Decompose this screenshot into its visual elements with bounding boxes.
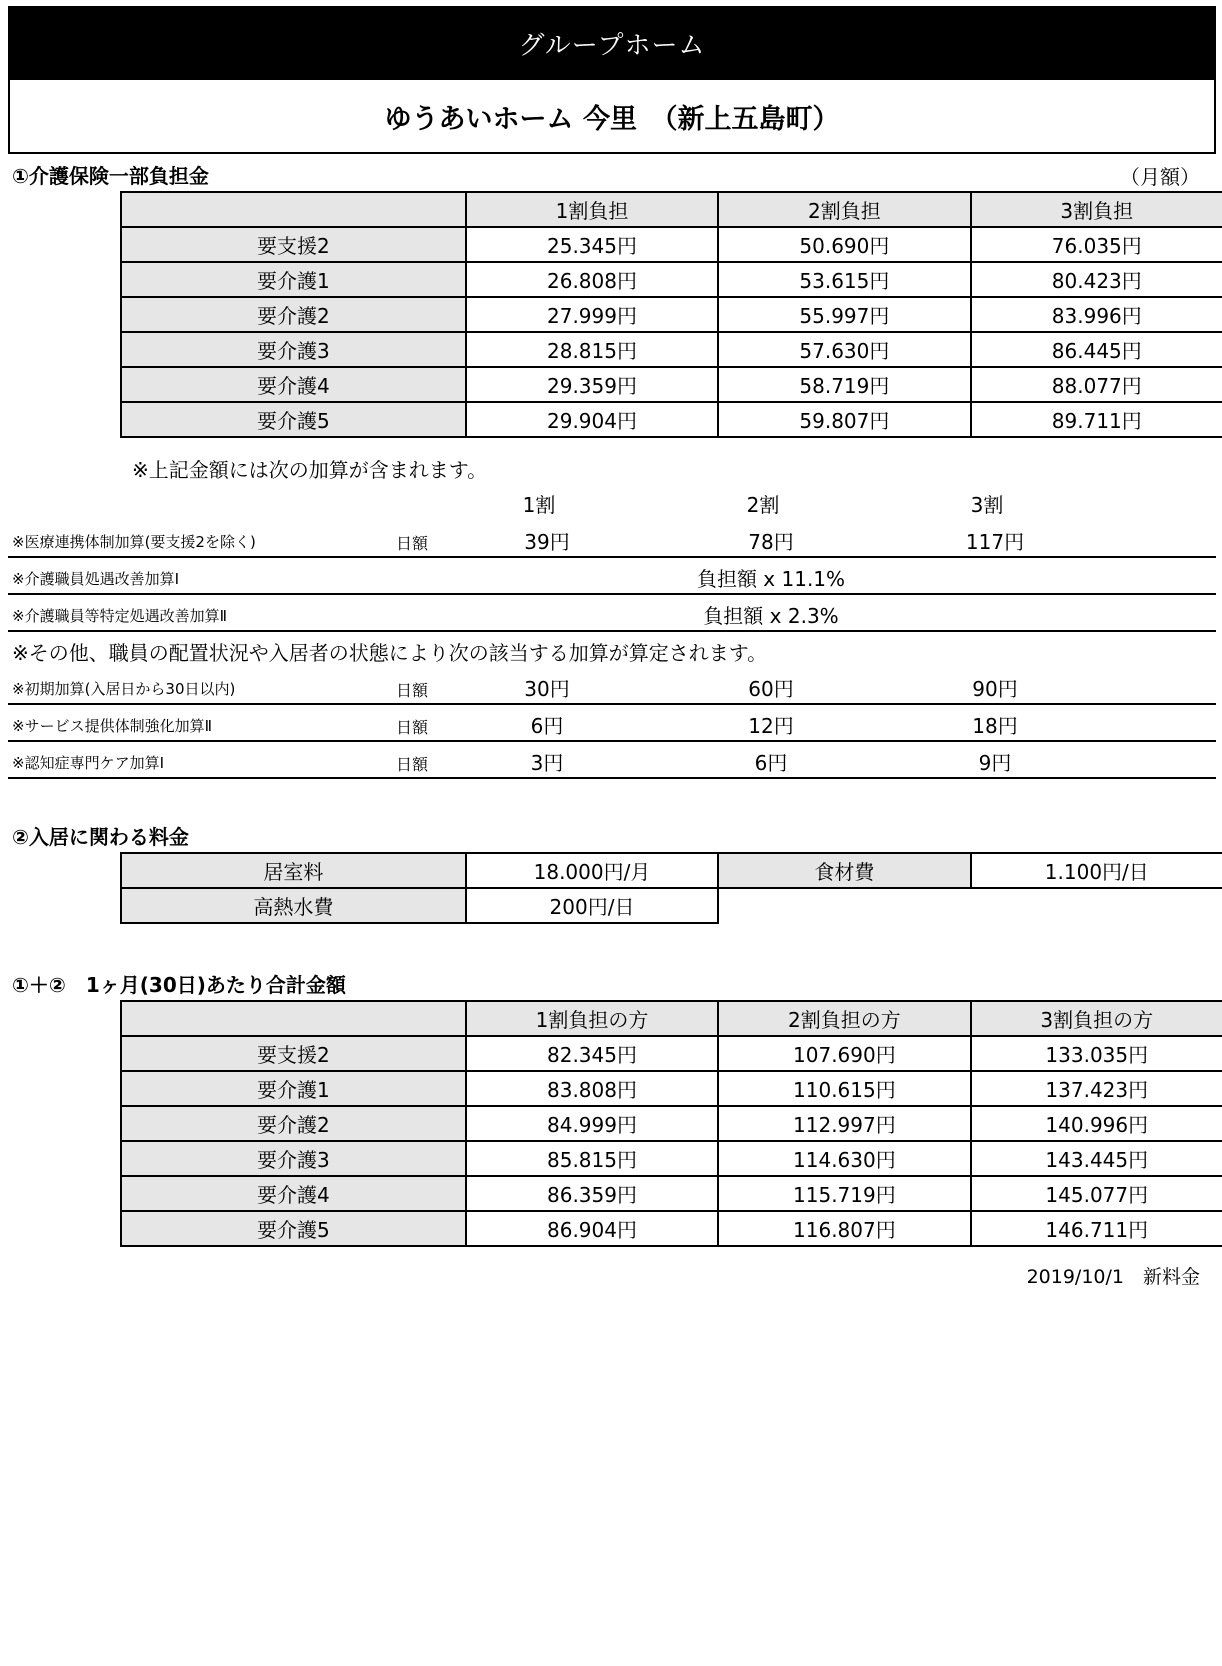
fee-label-cell: 食材費 bbox=[718, 853, 970, 888]
amount-cell: 25.345円 bbox=[466, 227, 718, 262]
addition-formula: 負担額 x 2.3% bbox=[703, 604, 839, 628]
table-row bbox=[121, 1106, 1222, 1141]
section2-title: ②入居に関わる料金 bbox=[12, 825, 189, 849]
amount-cell: 29.904円 bbox=[466, 402, 718, 437]
amount-cell: 76.035円 bbox=[971, 227, 1222, 262]
table-header-row bbox=[121, 192, 1222, 227]
fee-label-cell: 高熱水費 bbox=[121, 888, 466, 923]
addition-label: ※医療連携体制加算(要支援2を除く) bbox=[12, 533, 256, 551]
table-row bbox=[121, 332, 1222, 367]
addition-unit: 日額 bbox=[396, 755, 429, 774]
addition-row bbox=[8, 669, 1216, 703]
care-level-cell: 要介護2 bbox=[121, 1106, 466, 1141]
fee-value-cell: 18.000円/月 bbox=[466, 853, 718, 888]
divider bbox=[8, 630, 1216, 632]
addition-row bbox=[8, 743, 1216, 777]
table-row bbox=[121, 1071, 1222, 1106]
divider bbox=[8, 556, 1216, 558]
table-header-row bbox=[121, 1001, 1222, 1036]
table-row bbox=[121, 1036, 1222, 1071]
addition-value: 12円 bbox=[748, 714, 794, 738]
addition-value: 6円 bbox=[754, 751, 788, 775]
addition-value: 9円 bbox=[978, 751, 1012, 775]
addition-unit: 日額 bbox=[396, 718, 429, 737]
divider bbox=[8, 593, 1216, 595]
header-cell: 3割負担 bbox=[971, 192, 1222, 227]
fee-label-cell: 居室料 bbox=[121, 853, 466, 888]
addition-value: 39円 bbox=[524, 530, 570, 554]
care-fee-table bbox=[120, 191, 1222, 438]
amount-cell: 116.807円 bbox=[718, 1211, 970, 1246]
amount-cell: 112.997円 bbox=[718, 1106, 970, 1141]
divider bbox=[8, 703, 1216, 705]
fee-value-cell: 200円/日 bbox=[466, 888, 718, 923]
amount-cell: 57.630円 bbox=[718, 332, 970, 367]
addition-value: 90円 bbox=[972, 677, 1018, 701]
category-banner bbox=[8, 6, 1216, 80]
amount-cell: 88.077円 bbox=[971, 367, 1222, 402]
empty-cell bbox=[971, 888, 1222, 923]
facility-title-box bbox=[8, 80, 1216, 154]
header-cell bbox=[121, 192, 466, 227]
care-level-cell: 要介護4 bbox=[121, 1176, 466, 1211]
addition-label: ※介護職員処遇改善加算Ⅰ bbox=[12, 570, 179, 588]
addition-row bbox=[8, 706, 1216, 740]
period-label: （月額） bbox=[1120, 165, 1200, 189]
addition-label: ※認知症専門ケア加算Ⅰ bbox=[12, 754, 164, 772]
category-title: グループホーム bbox=[518, 30, 706, 61]
conditional-additions-note: ※その他、職員の配置状況や入居者の状態により次の該当する加算が算定されます。 bbox=[12, 641, 768, 665]
amount-cell: 59.807円 bbox=[718, 402, 970, 437]
addition-label: ※介護職員等特定処遇改善加算Ⅱ bbox=[12, 607, 227, 625]
section1-title: ①介護保険一部負担金 bbox=[12, 164, 209, 188]
addition-row bbox=[8, 559, 1216, 593]
amount-cell: 28.815円 bbox=[466, 332, 718, 367]
included-additions-note: ※上記金額には次の加算が含まれます。 bbox=[132, 458, 488, 482]
addition-header-1: 1割 bbox=[522, 493, 556, 517]
amount-cell: 29.359円 bbox=[466, 367, 718, 402]
table-row bbox=[121, 1211, 1222, 1246]
amount-cell: 27.999円 bbox=[466, 297, 718, 332]
care-level-cell: 要介護2 bbox=[121, 297, 466, 332]
table-row bbox=[121, 367, 1222, 402]
amount-cell: 86.359円 bbox=[466, 1176, 718, 1211]
amount-cell: 114.630円 bbox=[718, 1141, 970, 1176]
amount-cell: 26.808円 bbox=[466, 262, 718, 297]
amount-cell: 133.035円 bbox=[971, 1036, 1222, 1071]
addition-value: 18円 bbox=[972, 714, 1018, 738]
addition-header-3: 3割 bbox=[970, 493, 1004, 517]
residence-fee-table bbox=[120, 852, 1222, 924]
amount-cell: 83.808円 bbox=[466, 1071, 718, 1106]
care-level-cell: 要支援2 bbox=[121, 227, 466, 262]
table-row bbox=[121, 262, 1222, 297]
amount-cell: 145.077円 bbox=[971, 1176, 1222, 1211]
addition-label: ※サービス提供体制強化加算Ⅱ bbox=[12, 717, 212, 735]
amount-cell: 58.719円 bbox=[718, 367, 970, 402]
addition-value: 3円 bbox=[530, 751, 564, 775]
table-row bbox=[121, 402, 1222, 437]
amount-cell: 50.690円 bbox=[718, 227, 970, 262]
fee-value-cell: 1.100円/日 bbox=[971, 853, 1222, 888]
table-row bbox=[121, 888, 1222, 923]
header-cell: 2割負担 bbox=[718, 192, 970, 227]
addition-value: 78円 bbox=[748, 530, 794, 554]
divider bbox=[8, 740, 1216, 742]
header-cell: 1割負担 bbox=[466, 192, 718, 227]
care-level-cell: 要介護3 bbox=[121, 1141, 466, 1176]
table-row bbox=[121, 853, 1222, 888]
amount-cell: 53.615円 bbox=[718, 262, 970, 297]
addition-unit: 日額 bbox=[396, 534, 429, 553]
amount-cell: 107.690円 bbox=[718, 1036, 970, 1071]
amount-cell: 110.615円 bbox=[718, 1071, 970, 1106]
addition-value: 117円 bbox=[965, 530, 1025, 554]
empty-cell bbox=[718, 888, 970, 923]
table-row bbox=[121, 1176, 1222, 1211]
amount-cell: 55.997円 bbox=[718, 297, 970, 332]
amount-cell: 80.423円 bbox=[971, 262, 1222, 297]
addition-unit: 日額 bbox=[396, 681, 429, 700]
amount-cell: 89.711円 bbox=[971, 402, 1222, 437]
addition-value: 6円 bbox=[530, 714, 564, 738]
table-row bbox=[121, 227, 1222, 262]
table-row bbox=[121, 297, 1222, 332]
header-cell: 2割負担の方 bbox=[718, 1001, 970, 1036]
amount-cell: 83.996円 bbox=[971, 297, 1222, 332]
amount-cell: 85.815円 bbox=[466, 1141, 718, 1176]
amount-cell: 115.719円 bbox=[718, 1176, 970, 1211]
care-level-cell: 要介護3 bbox=[121, 332, 466, 367]
care-level-cell: 要介護1 bbox=[121, 1071, 466, 1106]
header-cell: 1割負担の方 bbox=[466, 1001, 718, 1036]
amount-cell: 146.711円 bbox=[971, 1211, 1222, 1246]
addition-value: 60円 bbox=[748, 677, 794, 701]
care-level-cell: 要介護4 bbox=[121, 367, 466, 402]
amount-cell: 143.445円 bbox=[971, 1141, 1222, 1176]
care-level-cell: 要介護1 bbox=[121, 262, 466, 297]
addition-formula: 負担額 x 11.1% bbox=[696, 567, 846, 591]
care-level-cell: 要支援2 bbox=[121, 1036, 466, 1071]
amount-cell: 86.445円 bbox=[971, 332, 1222, 367]
amount-cell: 137.423円 bbox=[971, 1071, 1222, 1106]
header-cell: 3割負担の方 bbox=[971, 1001, 1222, 1036]
care-level-cell: 要介護5 bbox=[121, 1211, 466, 1246]
addition-label: ※初期加算(入居日から30日以内) bbox=[12, 680, 236, 698]
amount-cell: 82.345円 bbox=[466, 1036, 718, 1071]
revision-date: 2019/10/1 新料金 bbox=[1026, 1266, 1200, 1288]
section3-title: ①＋② 1ヶ月(30日)あたり合計金額 bbox=[12, 973, 346, 997]
monthly-total-table bbox=[120, 1000, 1222, 1247]
addition-value: 30円 bbox=[524, 677, 570, 701]
facility-title: ゆうあいホーム 今里 （新上五島町） bbox=[384, 103, 840, 135]
amount-cell: 86.904円 bbox=[466, 1211, 718, 1246]
addition-header-2: 2割 bbox=[746, 493, 780, 517]
care-level-cell: 要介護5 bbox=[121, 402, 466, 437]
addition-row bbox=[8, 596, 1216, 630]
table-row bbox=[121, 1141, 1222, 1176]
header-cell bbox=[121, 1001, 466, 1036]
amount-cell: 140.996円 bbox=[971, 1106, 1222, 1141]
divider bbox=[8, 777, 1216, 779]
addition-row bbox=[8, 522, 1216, 556]
amount-cell: 84.999円 bbox=[466, 1106, 718, 1141]
